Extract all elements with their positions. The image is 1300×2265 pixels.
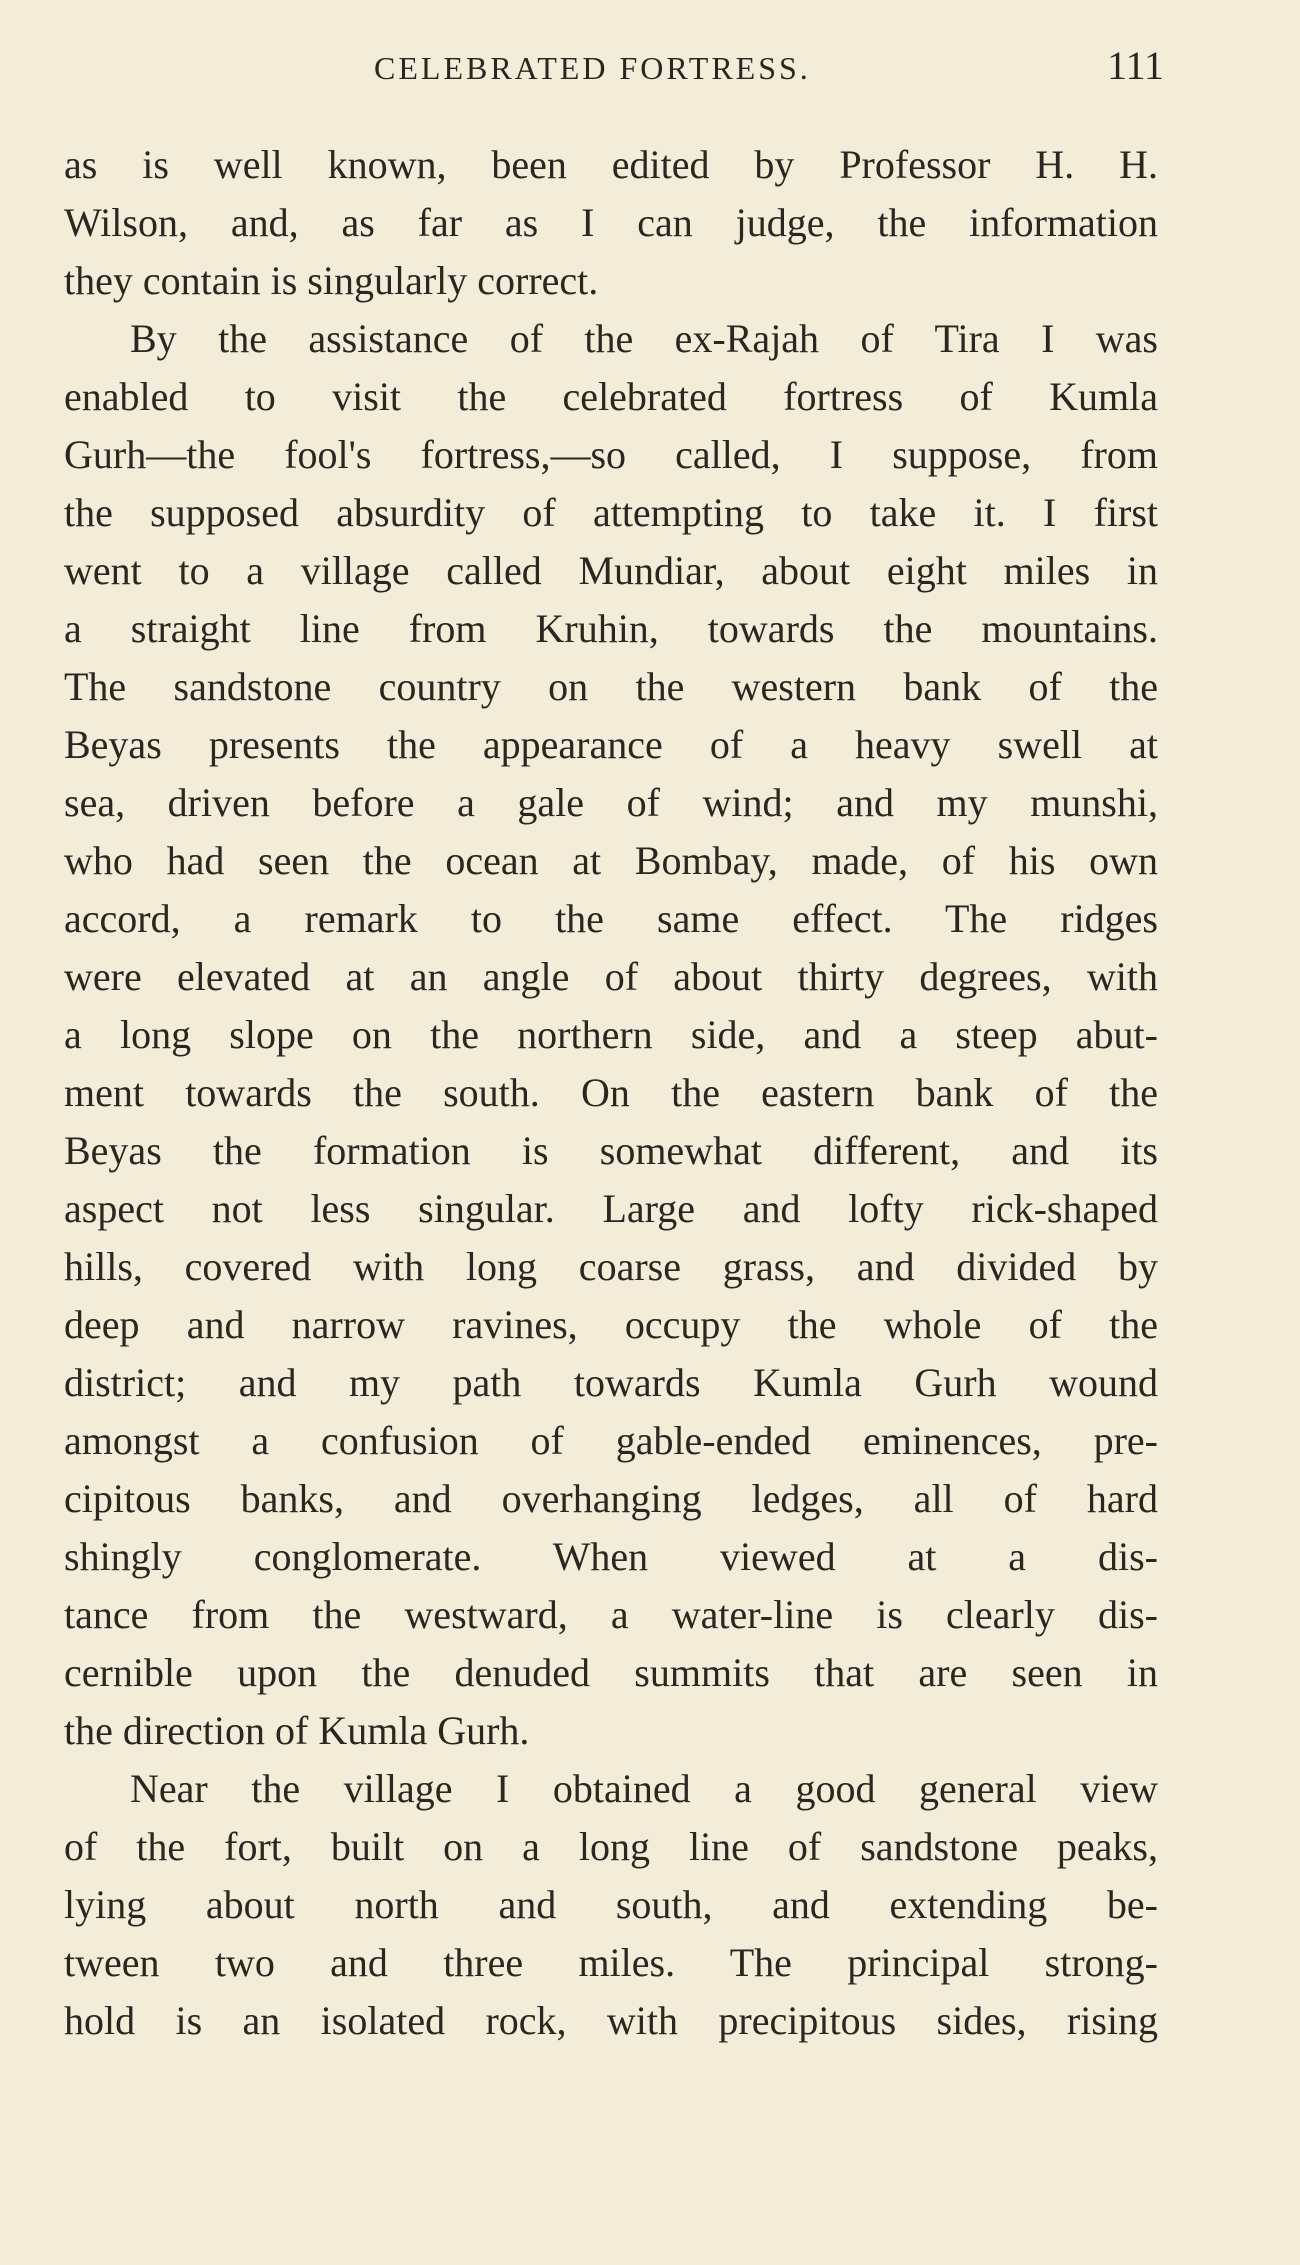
text-line: hills, covered with long coarse grass, and divided by (64, 1244, 1158, 1289)
text-line: shingly conglomerate. When viewed at a dis- (64, 1534, 1158, 1579)
text-line: Gurh—the fool's fortress,—so called, I suppose, from (64, 432, 1158, 477)
body-text (64, 136, 1158, 2050)
text-line: enabled to visit the celebrated fortress of Kumla (64, 374, 1158, 419)
text-line: sea, driven before a gale of wind; and my munshi, (64, 780, 1158, 825)
text-line: district; and my path towards Kumla Gurh wound (64, 1360, 1158, 1405)
text-line: Beyas the formation is somewhat different, and its (64, 1128, 1158, 1173)
running-title: CELEBRATED FORTRESS. (374, 50, 811, 86)
text-line: Near the village I obtained a good general view (130, 1766, 1158, 1811)
text-line: were elevated at an angle of about thirty degrees, with (64, 954, 1158, 999)
text-line: hold is an isolated rock, with precipitous sides, rising (64, 1998, 1158, 2043)
text-line: a long slope on the northern side, and a steep abut- (64, 1012, 1158, 1057)
text-line: the direction of Kumla Gurh. (64, 1708, 530, 1753)
text-line: deep and narrow ravines, occupy the whole of the (64, 1302, 1158, 1347)
text-line: tance from the westward, a water-line is clearly dis- (64, 1592, 1158, 1637)
text-line: The sandstone country on the western bank of the (64, 664, 1158, 709)
text-line: went to a village called Mundiar, about eight miles in (64, 548, 1158, 593)
text-line: tween two and three miles. The principal strong- (64, 1940, 1158, 1985)
text-line: By the assistance of the ex-Rajah of Tira I was (130, 316, 1158, 361)
text-line: cipitous banks, and overhanging ledges, all of hard (64, 1476, 1158, 1521)
running-head (64, 42, 1164, 102)
text-line: amongst a confusion of gable-ended eminences, pre- (64, 1418, 1158, 1463)
text-line: cernible upon the denuded summits that are seen in (64, 1650, 1158, 1695)
text-line: ment towards the south. On the eastern bank of the (64, 1070, 1158, 1115)
text-line: a straight line from Kruhin, towards the mountains. (64, 606, 1158, 651)
text-line: aspect not less singular. Large and lofty rick-shaped (64, 1186, 1158, 1231)
text-line: they contain is singularly correct. (64, 258, 599, 303)
page-number: 111 (1106, 43, 1164, 88)
text-line: of the fort, built on a long line of sandstone peaks, (64, 1824, 1158, 1869)
text-line: as is well known, been edited by Professor H. H. (64, 142, 1158, 187)
text-line: lying about north and south, and extending be- (64, 1882, 1158, 1927)
text-line: accord, a remark to the same effect. The ridges (64, 896, 1158, 941)
text-line: the supposed absurdity of attempting to take it. I first (64, 490, 1158, 535)
text-line: who had seen the ocean at Bombay, made, of his own (64, 838, 1158, 883)
text-line: Beyas presents the appearance of a heavy swell at (64, 722, 1158, 767)
text-line: Wilson, and, as far as I can judge, the information (64, 200, 1158, 245)
